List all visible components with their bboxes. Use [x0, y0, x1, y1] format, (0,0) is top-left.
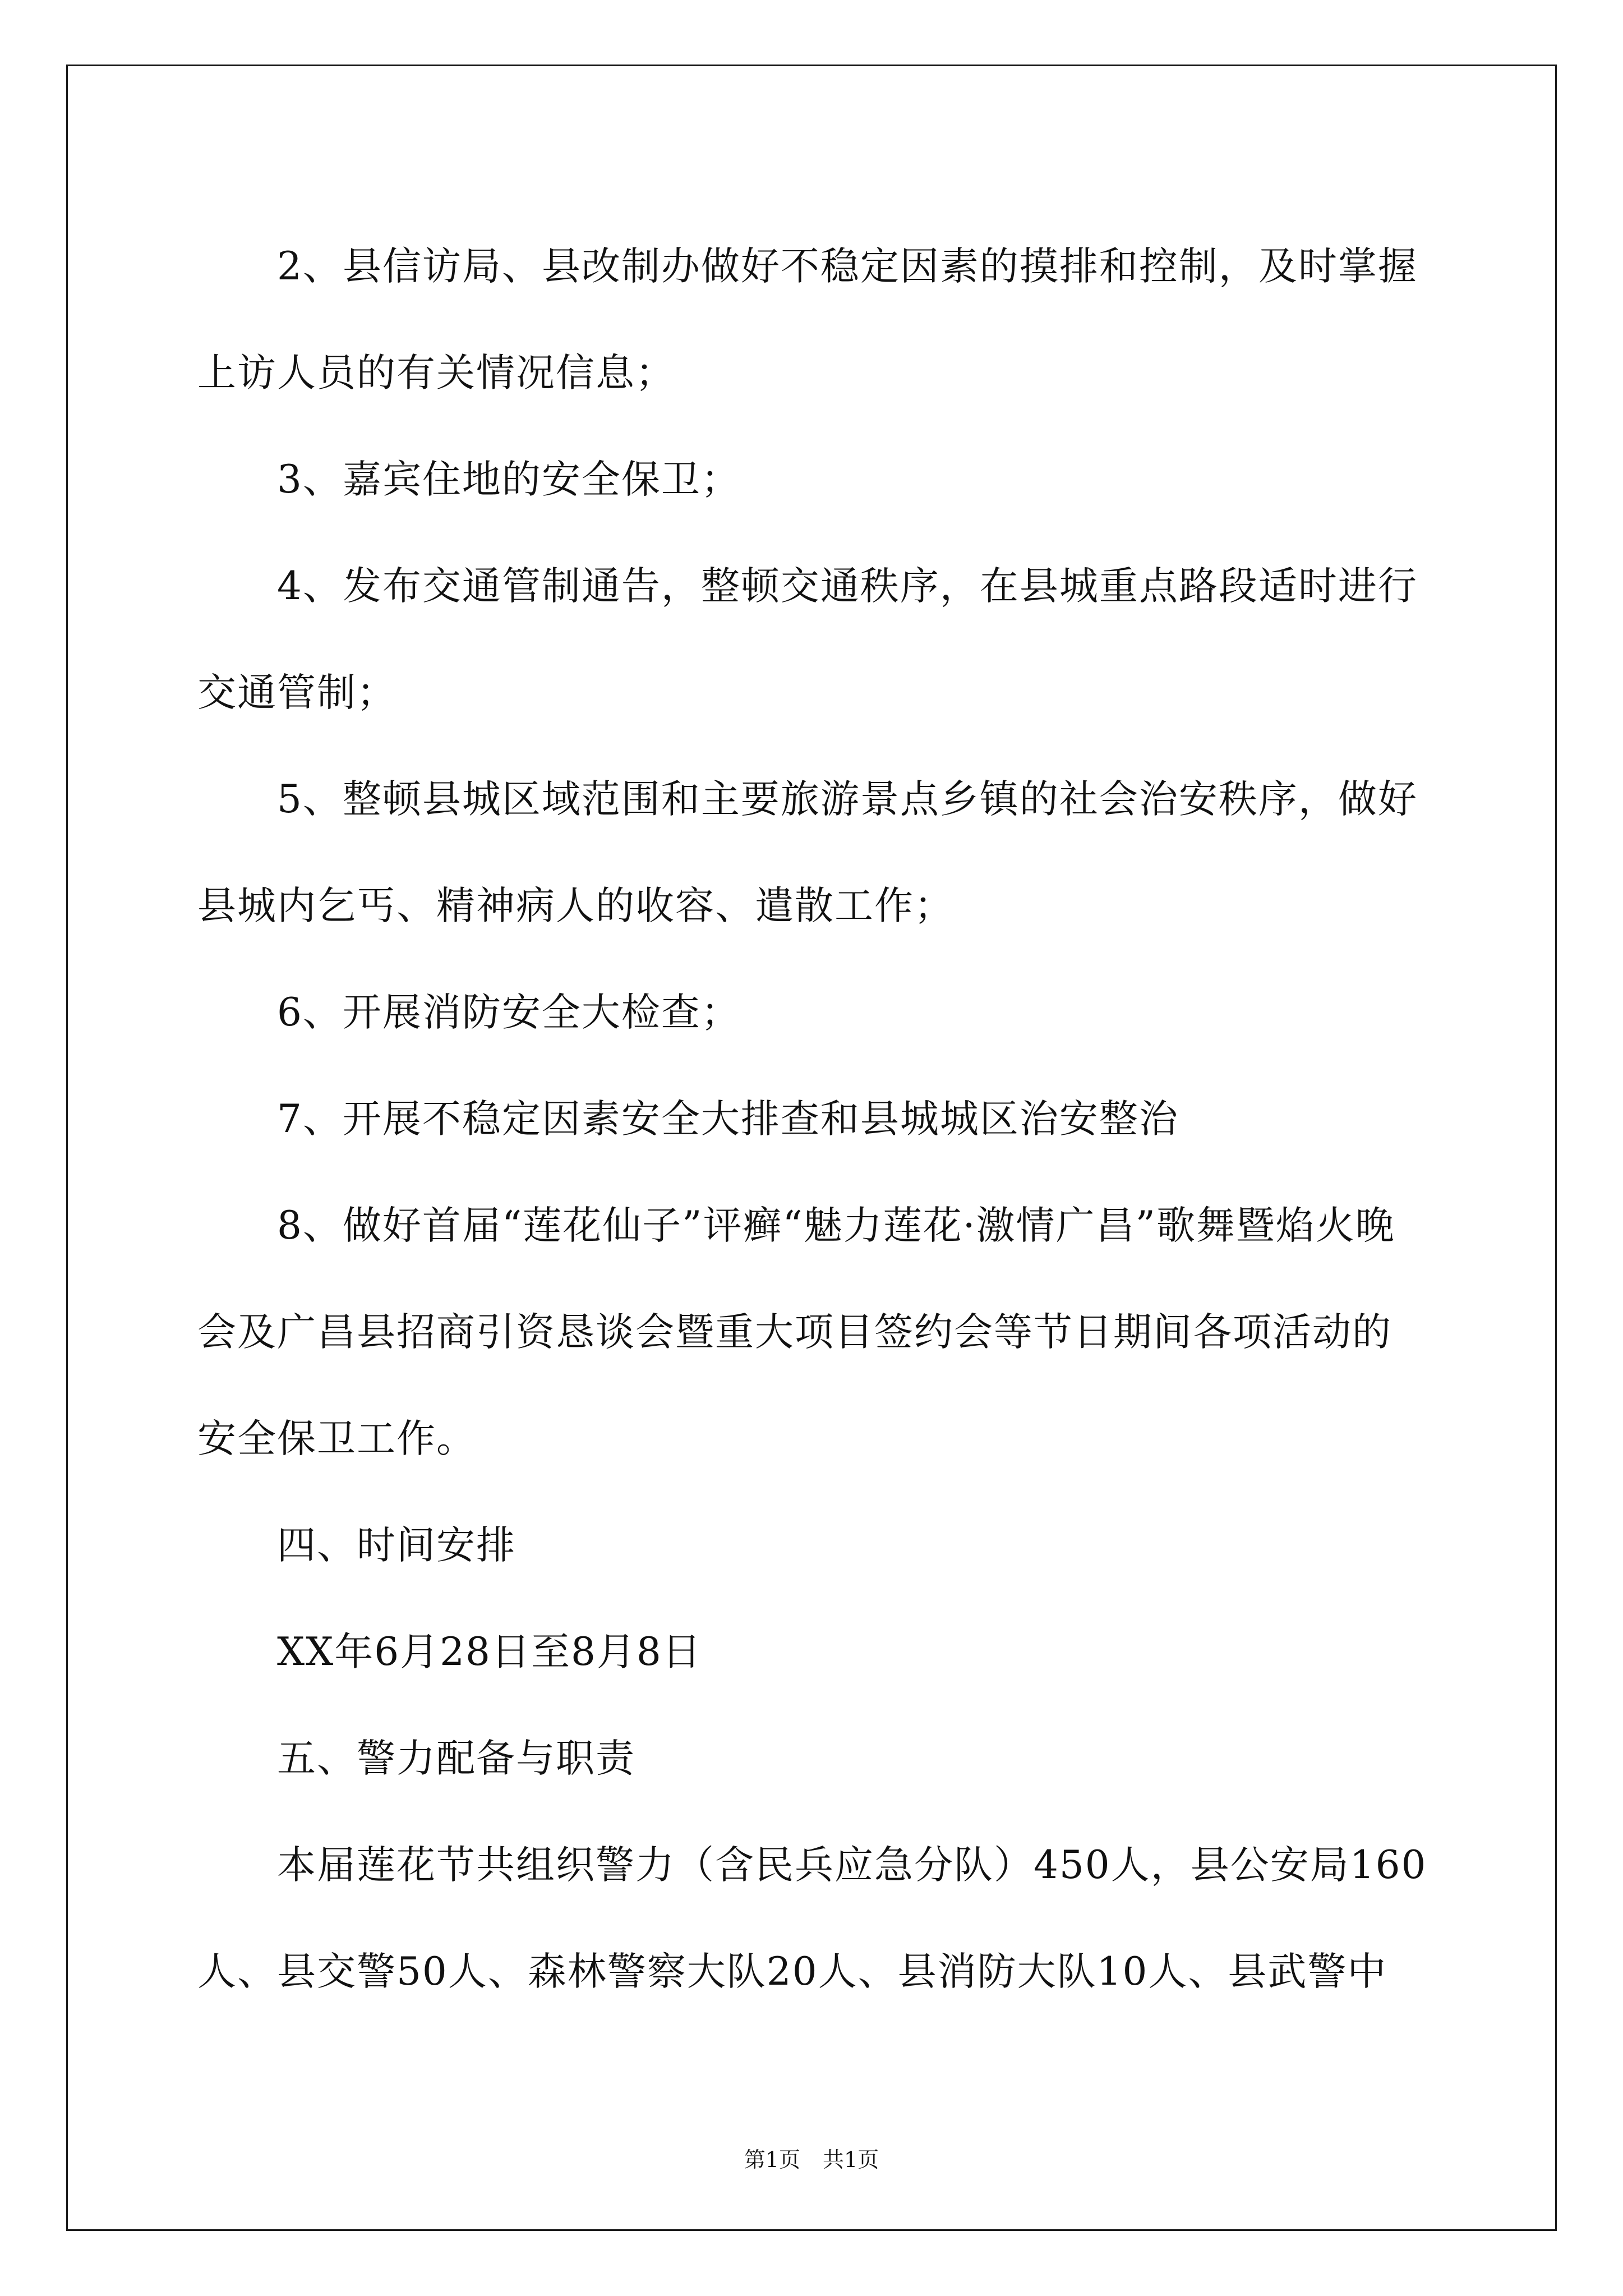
paragraph-item-4: 4、发布交通管制通告，整顿交通秩序，在县城重点路段适时进行交通管制； [197, 564, 1418, 715]
paragraph-item-7: 7、开展不稳定因素安全大排查和县城城区治安整治 [197, 1097, 1179, 1142]
page-total: 共1页 [823, 2147, 879, 2172]
page-footer [0, 2146, 1623, 2174]
paragraph-item-3: 3、嘉宾住地的安全保卫； [197, 457, 741, 502]
section-heading-police-force: 五、警力配备与职责 [197, 1736, 635, 1781]
section-heading-schedule: 四、时间安排 [197, 1523, 516, 1568]
police-force-paragraph: 本届莲花节共组织警力（含民兵应急分队）450人，县公安局160人、县交警50人、森林警察大队20人、县消防大队10人、县武警中 [197, 1843, 1427, 1994]
paragraph-item-5: 5、整顿县城区域范围和主要旅游景点乡镇的社会治安秩序，做好县城内乞丐、精神病人的收容、遣散工作； [197, 777, 1418, 928]
schedule-date: XX年6月28日至8月8日 [197, 1630, 702, 1674]
document-body [197, 213, 1431, 2025]
paragraph-item-8: 8、做好首届“莲花仙子”评癣“魅力莲花·激情广昌”歌舞暨焰火晚会及广昌县招商引资恳谈会暨重大项目签约会等节日期间各项活动的安全保卫工作。 [197, 1203, 1395, 1461]
paragraph-item-2: 2、县信访局、县改制办做好不稳定因素的摸排和控制，及时掌握上访人员的有关情况信息； [197, 244, 1418, 395]
paragraph-item-6: 6、开展消防安全大检查； [197, 990, 741, 1035]
page-number: 第1页 [744, 2147, 800, 2172]
